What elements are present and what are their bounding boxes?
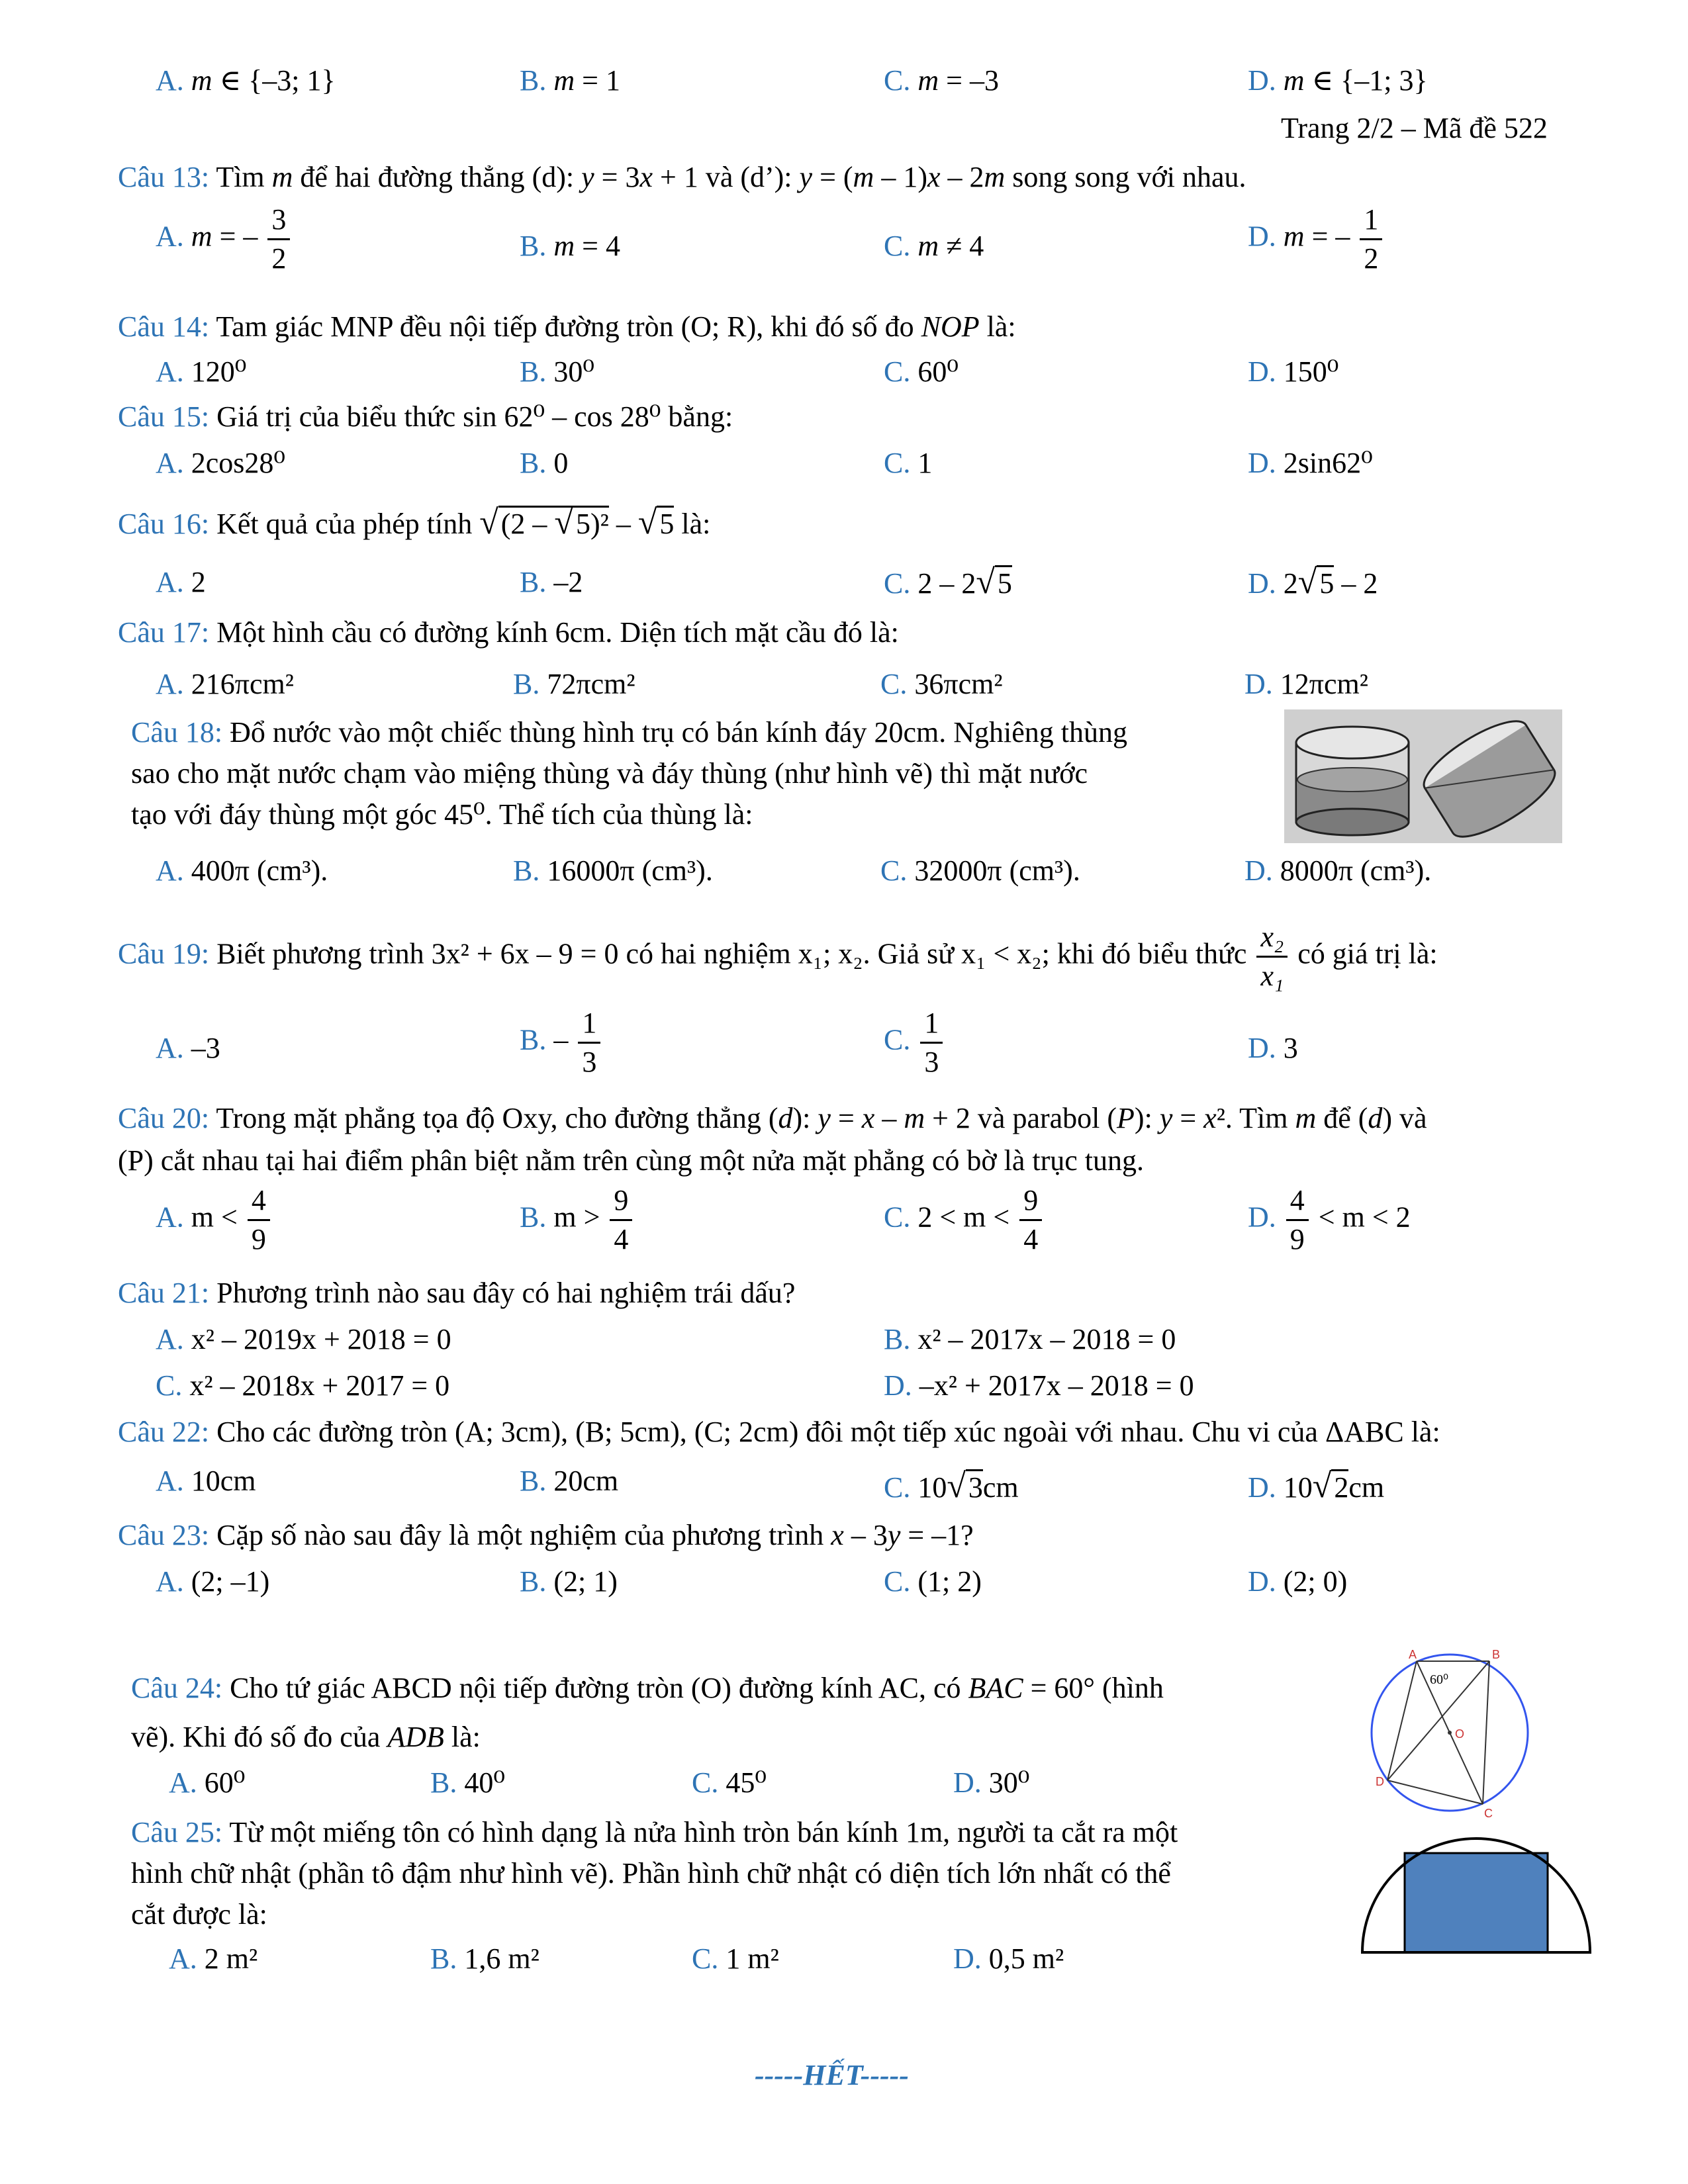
- q23-option-c[interactable]: C. (1; 2): [884, 1565, 982, 1598]
- q25-line3: cắt được là:: [131, 1898, 267, 1931]
- q12-option-a[interactable]: A. m ∈ {–3; 1}: [156, 64, 336, 97]
- q18-option-c[interactable]: C. 32000π (cm³).: [880, 854, 1080, 887]
- q17-stem: [118, 614, 899, 651]
- q18-option-a[interactable]: A. 400π (cm³).: [156, 854, 328, 887]
- q25-option-d[interactable]: D. 0,5 m²: [953, 1942, 1064, 1975]
- q18-line3: tạo với đáy thùng một góc 45⁰. Thể tích của thùng là:: [131, 798, 753, 831]
- q15-option-d[interactable]: D. 2sin62⁰: [1248, 447, 1373, 479]
- q25-option-a[interactable]: A. 2 m²: [169, 1942, 258, 1975]
- q21-text: Phương trình nào sau đây có hai nghiệm trái dấu?: [216, 1277, 796, 1309]
- q16-stem: Câu 16: Kết quả của phép tính √(2 – √5)² – √5 là:: [118, 504, 711, 541]
- q18-label: Câu 18:: [131, 716, 223, 749]
- upright-cylinder: [1296, 727, 1409, 835]
- q14-option-b[interactable]: B. 30⁰: [520, 355, 594, 388]
- q19-label: Câu 19:: [118, 937, 210, 970]
- q19-option-b[interactable]: B. – $\frac{1}{3}$: [520, 1009, 603, 1077]
- inscribed-rectangle: [1405, 1853, 1548, 1952]
- q13-option-d[interactable]: D. m = – $\frac{1}{2}$: [1248, 205, 1385, 273]
- q19-option-d[interactable]: D. 3: [1248, 1032, 1298, 1064]
- footer-end: -----HẾT-----: [755, 2059, 909, 2091]
- q22-option-b[interactable]: B. 20cm: [520, 1465, 619, 1497]
- q13-stem: Câu 13: Tìm m để hai đường thẳng (d): y = 3x + 1 và (d’): y = (m – 1)x – 2m song song với nhau.: [118, 161, 1246, 193]
- q16-option-b[interactable]: B. –2: [520, 566, 583, 598]
- q24-option-b[interactable]: B. 40⁰: [430, 1766, 505, 1799]
- q25-figure-semicircle: [1357, 1827, 1602, 1959]
- q25-option-b[interactable]: B. 1,6 m²: [430, 1942, 539, 1975]
- q20-label: Câu 20:: [118, 1102, 210, 1134]
- q21-option-c[interactable]: C. x² – 2018x + 2017 = 0: [156, 1369, 450, 1402]
- q17-option-d[interactable]: D. 12πcm²: [1244, 668, 1368, 700]
- q18-option-d[interactable]: D. 8000π (cm³).: [1244, 854, 1432, 887]
- q16-option-c[interactable]: C. 2 – 2√5: [884, 563, 1012, 601]
- q19-option-a[interactable]: A. –3: [156, 1032, 220, 1064]
- q23-stem: Câu 23: Cặp số nào sau đây là một nghiệm của phương trình x – 3y = –1?: [118, 1519, 974, 1551]
- q13-option-a[interactable]: A. m = – $\frac{3}{2}$: [156, 205, 293, 273]
- pt-d: D: [1376, 1775, 1384, 1788]
- q17-label: Câu 17:: [118, 616, 210, 649]
- pt-a: A: [1409, 1648, 1417, 1661]
- q24-option-c[interactable]: C. 45⁰: [692, 1766, 767, 1799]
- q14-stem: Câu 14: Tam giác MNP đều nội tiếp đường tròn (O; R), khi đó số đo NOP là:: [118, 310, 1016, 343]
- q13-option-b[interactable]: B. m = 4: [520, 230, 620, 262]
- q20-line1: Câu 20: Trong mặt phẳng tọa độ Oxy, cho đường thẳng (d): y = x – m + 2 và parabol (P): y = x². Tìm m để (d) và: [118, 1102, 1427, 1134]
- q18-option-b[interactable]: B. 16000π (cm³).: [513, 854, 713, 887]
- q24-option-d[interactable]: D. 30⁰: [953, 1766, 1030, 1799]
- q20-line2: (P) cắt nhau tại hai điểm phân biệt nằm trên cùng một nửa mặt phẳng có bờ là trục tung.: [118, 1144, 1145, 1177]
- q17-option-c[interactable]: C. 36πcm²: [880, 668, 1003, 700]
- q21-option-d[interactable]: D. –x² + 2017x – 2018 = 0: [884, 1369, 1194, 1402]
- q24-option-a[interactable]: A. 60⁰: [169, 1766, 246, 1799]
- q14-option-d[interactable]: D. 150⁰: [1248, 355, 1339, 388]
- q21-option-a[interactable]: A. x² – 2019x + 2018 = 0: [156, 1323, 451, 1355]
- q21-label: Câu 21:: [118, 1277, 210, 1309]
- q20-option-d[interactable]: D. $\frac{4}{9}$ < m < 2: [1248, 1184, 1411, 1255]
- q22-option-d[interactable]: D. 10√2cm: [1248, 1467, 1385, 1505]
- q21-option-b[interactable]: B. x² – 2017x – 2018 = 0: [884, 1323, 1176, 1355]
- q22-option-c[interactable]: C. 10√3cm: [884, 1467, 1019, 1505]
- q14-option-a[interactable]: A. 120⁰: [156, 355, 247, 388]
- q23-option-a[interactable]: A. (2; –1): [156, 1565, 270, 1598]
- q12-option-c[interactable]: C. m = –3: [884, 64, 999, 97]
- q15-stem: Câu 15: Giá trị của biểu thức sin 62⁰ – cos 28⁰ bằng:: [118, 400, 733, 433]
- q18-figure-tanks: [1284, 709, 1562, 843]
- q17-option-b[interactable]: B. 72πcm²: [513, 668, 635, 700]
- q21-stem: [118, 1275, 795, 1312]
- q24-figure-circle: [1364, 1648, 1542, 1820]
- angle-label: 60⁰: [1430, 1672, 1449, 1687]
- q25-line2: hình chữ nhật (phần tô đậm như hình vẽ). Phần hình chữ nhật có diện tích lớn nhất có thể: [131, 1857, 1171, 1889]
- q25-option-c[interactable]: C. 1 m²: [692, 1942, 779, 1975]
- q19-stem: Câu 19: Biết phương trình 3x² + 6x – 9 = 0 có hai nghiệm x₁; x₂. Giả sử x₁ < x₂; khi đó biểu thức $\frac{\text{x₂}}{\text{x₁}}$ có giá trị là:: [118, 921, 1438, 992]
- q22-label: Câu 22:: [118, 1416, 210, 1448]
- q22-option-a[interactable]: A. 10cm: [156, 1465, 256, 1497]
- q17-text: Một hình cầu có đường kính 6cm. Diện tích mặt cầu đó là:: [216, 616, 899, 649]
- q17-option-a[interactable]: A. 216πcm²: [156, 668, 294, 700]
- q12-option-b[interactable]: B. m = 1: [520, 64, 620, 97]
- q23-option-b[interactable]: B. (2; 1): [520, 1565, 618, 1598]
- q24-label: Câu 24:: [131, 1672, 223, 1704]
- q14-option-c[interactable]: C. 60⁰: [884, 355, 959, 388]
- pt-c: C: [1484, 1807, 1493, 1820]
- q23-label: Câu 23:: [118, 1519, 210, 1551]
- pt-o: O: [1455, 1727, 1465, 1741]
- q24-line1: Câu 24: Cho tứ giác ABCD nội tiếp đường tròn (O) đường kính AC, có BAC = 60° (hình: [131, 1672, 1164, 1704]
- q18-line2: sao cho mặt nước chạm vào miệng thùng và đáy thùng (như hình vẽ) thì mặt nước: [131, 757, 1088, 790]
- q15-option-b[interactable]: B. 0: [520, 447, 569, 479]
- q16-option-d[interactable]: D. 2√5 – 2: [1248, 563, 1378, 601]
- q22-stem: [118, 1414, 1440, 1451]
- q12-option-d[interactable]: D. m ∈ {–1; 3}: [1248, 64, 1428, 97]
- q13-option-c[interactable]: C. m ≠ 4: [884, 230, 984, 262]
- q23-option-d[interactable]: D. (2; 0): [1248, 1565, 1348, 1598]
- q16-label: Câu 16:: [118, 508, 210, 540]
- page-header: Trang 2/2 – Mã đề 522: [1281, 112, 1548, 144]
- q22-text: Cho các đường tròn (A; 3cm), (B; 5cm), (C; 2cm) đôi một tiếp xúc ngoài với nhau. Chu vi của ΔABC là:: [216, 1416, 1440, 1448]
- q16-option-a[interactable]: A. 2: [156, 566, 206, 598]
- q25-label: Câu 25:: [131, 1816, 223, 1848]
- q15-option-c[interactable]: C. 1: [884, 447, 933, 479]
- q19-option-c[interactable]: C. $\frac{1}{3}$: [884, 1009, 945, 1077]
- q15-label: Câu 15:: [118, 400, 210, 433]
- q18-line1: Câu 18: Đổ nước vào một chiếc thùng hình trụ có bán kính đáy 20cm. Nghiêng thùng: [131, 716, 1127, 749]
- q20-option-a[interactable]: A. m < $\frac{4}{9}$: [156, 1186, 273, 1254]
- q14-label: Câu 14:: [118, 310, 210, 343]
- pt-b: B: [1492, 1648, 1501, 1661]
- q25-line1: Câu 25: Từ một miếng tôn có hình dạng là nửa hình tròn bán kính 1m, người ta cắt ra một: [131, 1816, 1178, 1848]
- q20-option-b[interactable]: B. m > $\frac{9}{4}$: [520, 1186, 635, 1254]
- q20-option-c[interactable]: C. 2 < m < $\frac{9}{4}$: [884, 1186, 1045, 1254]
- q24-line2: vẽ). Khi đó số đo của ADB là:: [131, 1721, 481, 1753]
- q13-label: Câu 13:: [118, 161, 210, 193]
- q15-option-a[interactable]: A. 2cos28⁰: [156, 447, 286, 479]
